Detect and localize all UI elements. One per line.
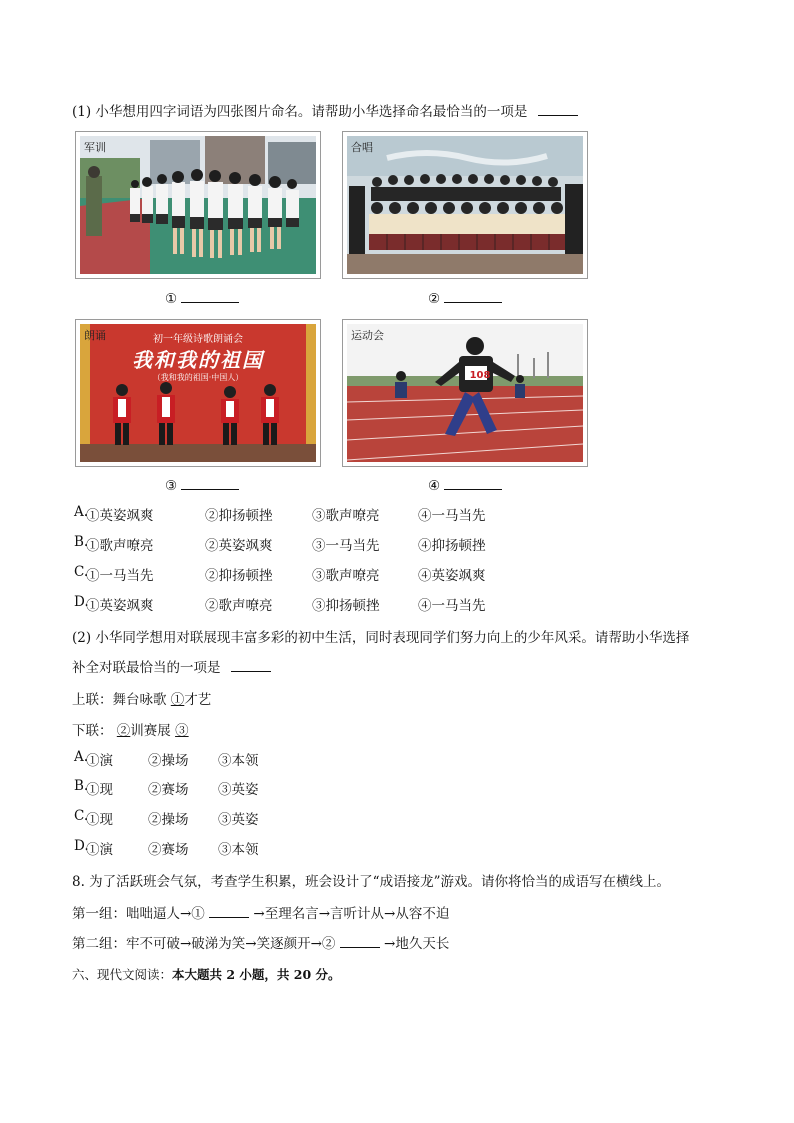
idiom-chain-group-1: 第一组：咄咄逼人→① →至理名言→言听计从→从容不迫 xyxy=(72,906,450,922)
answer-blank-2[interactable] xyxy=(444,290,502,303)
photo-military-training xyxy=(75,131,321,279)
photo-sports-meet xyxy=(342,319,588,467)
couplet-upper: 上联：舞台咏歌 ①才艺 xyxy=(72,692,212,708)
caption-2: ② xyxy=(428,290,502,307)
caption-1: ① xyxy=(165,290,239,307)
banner-main: 我和我的祖国 xyxy=(132,348,264,372)
q7-1-stem: (1) 小华想用四字词语为四张图片命名。请帮助小华选择命名最恰当的一项是 xyxy=(72,103,578,121)
photo-label: 合唱 xyxy=(351,141,373,154)
caption-4: ④ xyxy=(428,477,502,494)
military-training-image xyxy=(80,136,316,274)
q8-stem: 8. 为了活跃班会气氛，考查学生积累，班会设计了“成语接龙”游戏。请你将恰当的成语写在横线上。 xyxy=(72,874,670,890)
photo-label: 军训 xyxy=(84,141,106,154)
answer-blank-4[interactable] xyxy=(444,477,502,490)
answer-blank-3[interactable] xyxy=(181,477,239,490)
photo-label: 朗诵 xyxy=(84,329,106,342)
chorus-image xyxy=(347,136,583,274)
idiom-blank-2[interactable] xyxy=(340,935,380,948)
caption-3: ③ xyxy=(165,477,239,494)
couplet-lower: 下联： ②训赛展 ③ xyxy=(72,723,189,739)
photo-label: 运动会 xyxy=(351,329,384,342)
answer-blank-1[interactable] xyxy=(181,290,239,303)
q7-2-stem-line1: (2) 小华同学想用对联展现丰富多彩的初中生活，同时表现同学们努力向上的少年风采。请帮助小华选择 xyxy=(72,630,690,646)
answer-blank[interactable] xyxy=(231,659,271,672)
photo-chorus xyxy=(342,131,588,279)
banner-title: 初一年级诗歌朗诵会 xyxy=(153,334,243,345)
answer-blank[interactable] xyxy=(538,103,578,116)
banner-sub: （我和我的祖国·中国人） xyxy=(152,373,244,382)
race-bib-number: 108 xyxy=(469,370,491,381)
section-6-heading: 六、现代文阅读：本大题共 2 小题，共 20 分。 xyxy=(72,967,341,982)
sports-meet-image xyxy=(347,324,583,462)
idiom-blank-1[interactable] xyxy=(209,905,249,918)
idiom-chain-group-2: 第二组：牢不可破→破涕为笑→笑逐颜开→② →地久天长 xyxy=(72,936,450,952)
q7-2-stem-line2: 补全对联最恰当的一项是 xyxy=(72,659,271,677)
photo-recitation xyxy=(75,319,321,467)
